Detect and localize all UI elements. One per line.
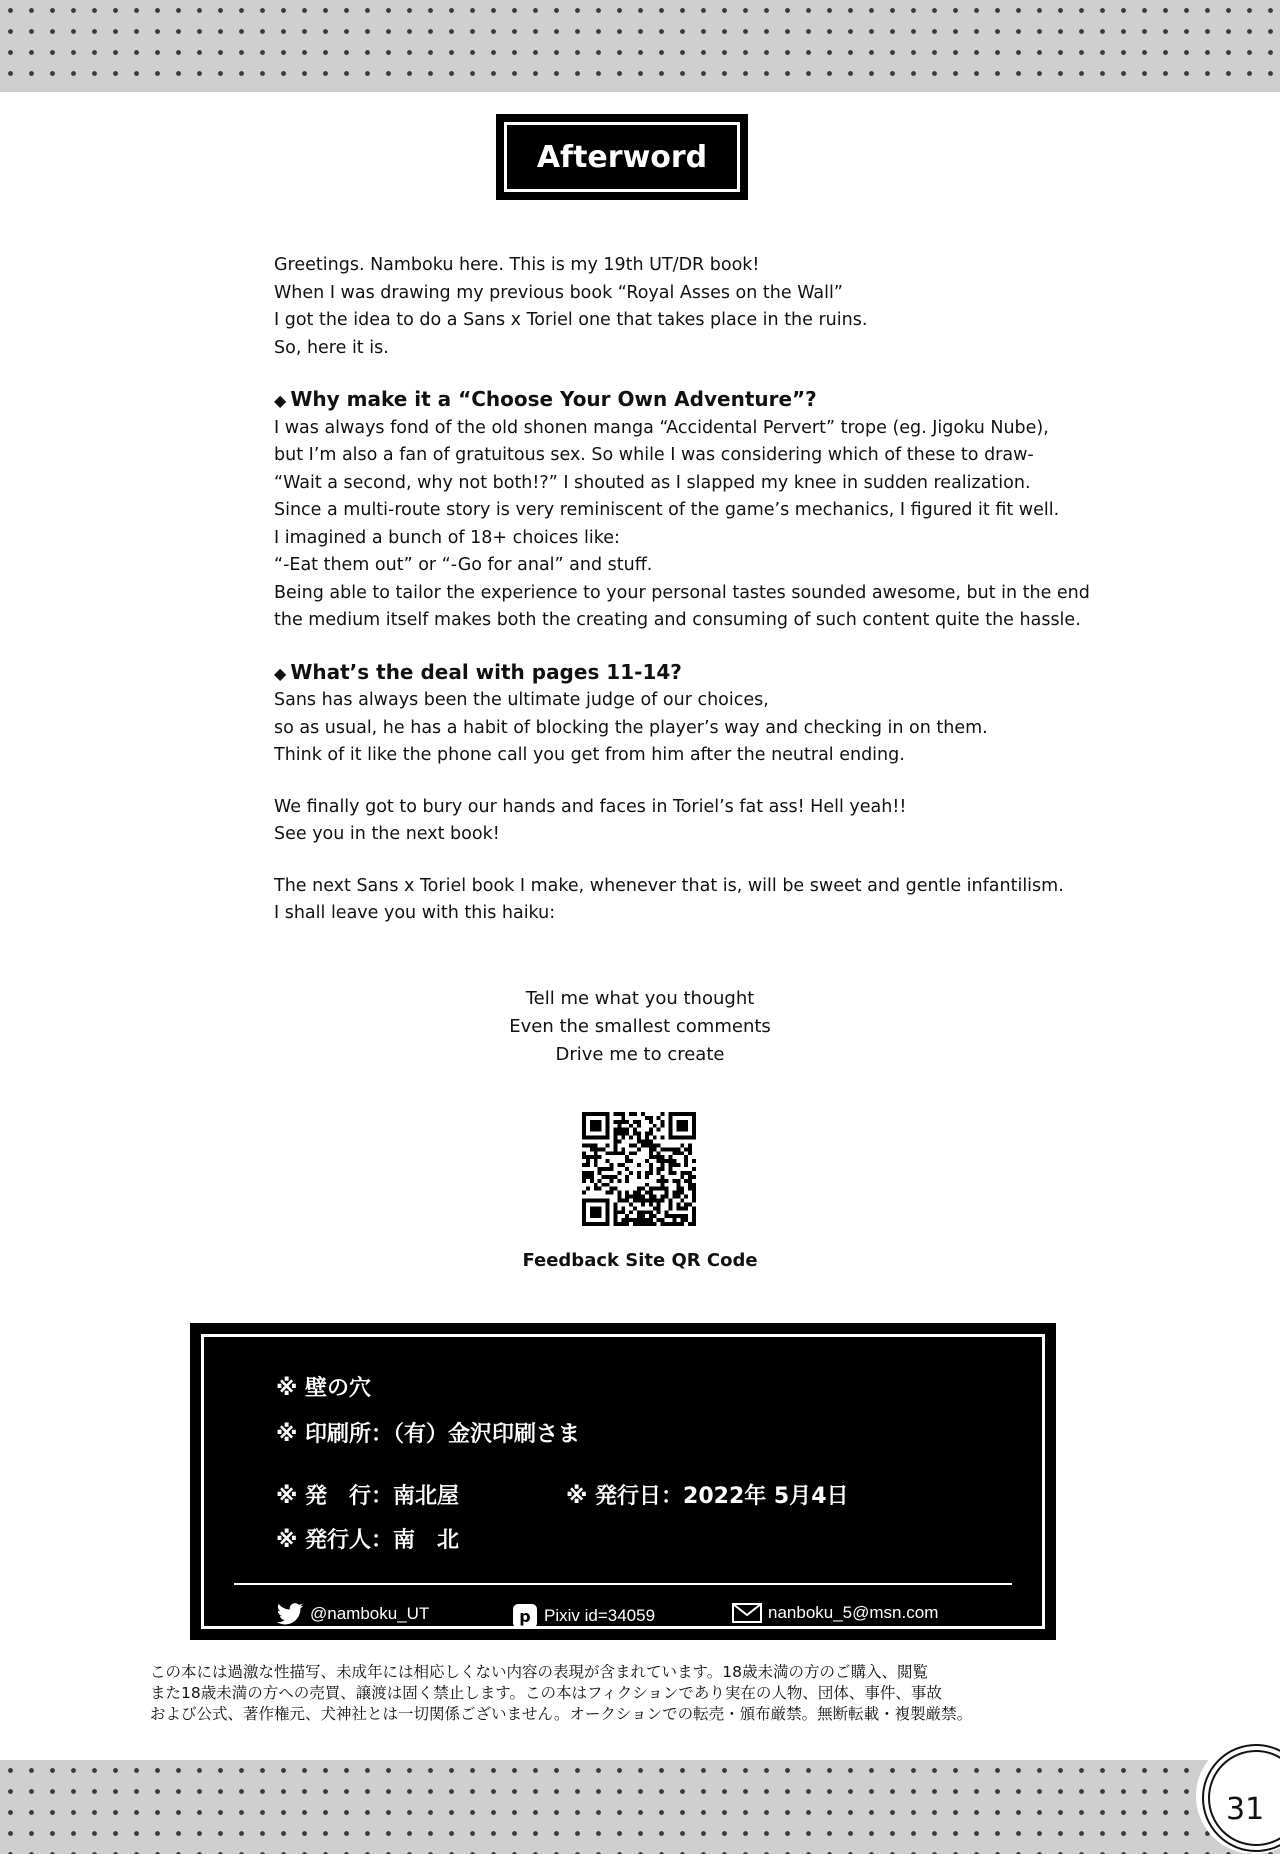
section-heading-text: What’s the deal with pages 11-14? (290, 659, 682, 684)
text-line: I was always fond of the old shonen manga “Accidental Pervert” trope (eg. Jigoku Nube), (274, 417, 1049, 438)
haiku-line: Even the smallest comments (509, 1016, 771, 1037)
text-line: “Wait a second, why not both!?” I shouted as I slapped my knee in sudden realization. (274, 472, 1031, 493)
text-line: Being able to tailor the experience to your personal tastes sounded awesome, but in the end (274, 582, 1090, 603)
twitter-handle[interactable] (276, 1603, 429, 1625)
colophon-date: ※ 発行日：2022年 5月4日 (566, 1484, 849, 1509)
text-line: We finally got to bury our hands and faces in Toriel’s fat ass! Hell yeah!! (274, 796, 907, 817)
text-line: Sans has always been the ultimate judge of our choices, (274, 690, 769, 710)
afterword-title-box (496, 114, 748, 200)
text-line: I imagined a bunch of 18+ choices like: (274, 527, 620, 548)
colophon-printer: ※ 印刷所：（有）金沢印刷さま (276, 1422, 581, 1447)
legal-disclaimer (150, 1662, 1150, 1725)
mail-icon (732, 1603, 762, 1623)
section-choose-adventure (274, 386, 1090, 635)
haiku (440, 985, 840, 1069)
haiku-line: Drive me to create (555, 1044, 725, 1065)
colophon-box (190, 1323, 1056, 1640)
email-text: nanboku_5@msn.com (768, 1603, 939, 1622)
colophon-frame (201, 1334, 1045, 1629)
pixiv-icon (512, 1603, 538, 1629)
twitter-bird-icon (276, 1603, 304, 1625)
svg-text:p: p (519, 1607, 531, 1626)
text-line: the medium itself makes both the creating and consuming of such content quite the hassle. (274, 610, 1081, 630)
text-line: so as usual, he has a habit of blocking the player’s way and checking in on them. (274, 717, 988, 738)
text-line: Think of it like the phone call you get from him after the neutral ending. (274, 745, 905, 765)
closing-paragraph-1 (274, 794, 1074, 849)
qr-caption: Feedback Site QR Code (522, 1250, 758, 1271)
diamond-bullet-icon: ◆ (274, 391, 287, 410)
qr-finder-bottom-left (582, 1198, 610, 1226)
text-line: I shall leave you with this haiku: (274, 903, 556, 923)
section-heading (274, 659, 1074, 688)
text-line: “-Eat them out” or “-Go for anal” and stuff. (274, 555, 653, 575)
text-line: So, here it is. (274, 337, 389, 358)
feedback-qr-code[interactable] (582, 1112, 696, 1226)
dotted-header-band (0, 0, 1280, 92)
disclaimer-line: この本には過激な性描写、未成年には相応しくない内容の表現が含まれています。18歳未満の方のご購入、閲覧 (150, 1663, 928, 1681)
email-contact[interactable] (732, 1603, 938, 1623)
section-pages-11-14 (274, 659, 1074, 770)
title-frame (504, 122, 740, 192)
pixiv-id-text: Pixiv id=34059 (544, 1606, 656, 1625)
qr-finder-top-left (582, 1112, 610, 1140)
section-heading-text: Why make it a “Choose Your Own Adventure”? (290, 387, 817, 411)
disclaimer-line: および公式、著作権元、犬神社とは一切関係ございません。オークションでの転売・頒布厳禁。無断転載・複製厳禁。 (150, 1705, 973, 1723)
dotted-footer-band (0, 1760, 1280, 1854)
text-line: Greetings. Namboku here. This is my 19th UT/DR book! (274, 255, 760, 275)
twitter-handle-text: @namboku_UT (310, 1604, 430, 1623)
closing-paragraph-2 (274, 873, 1074, 928)
text-line: Since a multi-route story is very reminiscent of the game’s mechanics, I figured it fit well. (274, 500, 1060, 520)
text-line: See you in the next book! (274, 824, 500, 844)
section-heading (274, 386, 1074, 415)
intro-paragraph (274, 252, 1074, 362)
page-title: Afterword (536, 139, 708, 175)
text-line: I got the idea to do a Sans x Toriel one that takes place in the ruins. (274, 310, 868, 330)
colophon-book-title: ※ 壁の穴 (276, 1376, 372, 1401)
disclaimer-line: また18歳未満の方への売買、譲渡は固く禁止します。この本はフィクションであり実在の人物、団体、事件、事故 (150, 1684, 942, 1702)
haiku-line: Tell me what you thought (525, 988, 755, 1009)
page-number: 31 (1226, 1792, 1265, 1827)
pixiv-id[interactable] (512, 1603, 655, 1629)
text-line: The next Sans x Toriel book I make, whenever that is, will be sweet and gentle infantilism. (274, 875, 1064, 896)
qr-finder-top-right (668, 1112, 696, 1140)
colophon-author: ※ 発行人：南 北 (276, 1528, 460, 1553)
colophon-divider (234, 1583, 1012, 1585)
text-line: When I was drawing my previous book “Royal Asses on the Wall” (274, 282, 843, 303)
colophon-publisher: ※ 発 行：南北屋 (276, 1484, 460, 1509)
text-line: but I’m also a fan of gratuitous sex. So while I was considering which of these to draw- (274, 445, 1034, 465)
afterword-body (274, 252, 1090, 952)
diamond-bullet-icon: ◆ (274, 663, 287, 683)
